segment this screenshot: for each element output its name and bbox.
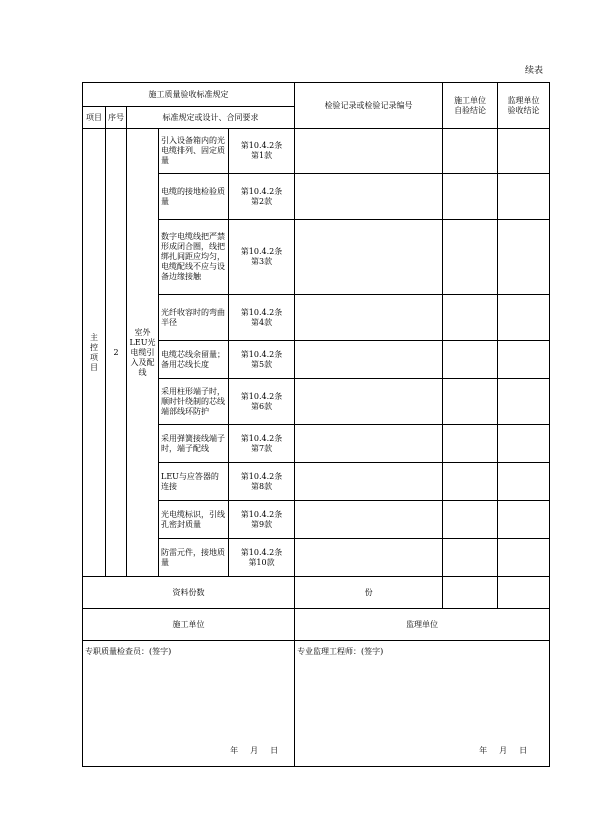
row-description: 光纤收容时的弯曲半径 <box>159 295 229 341</box>
record-cell[interactable] <box>295 501 443 539</box>
contractor-signature-cell[interactable] <box>83 641 295 767</box>
contractor-cell[interactable] <box>443 425 498 463</box>
row-description: 电缆芯线余留量；备用芯线长度 <box>159 341 229 379</box>
date-day: 日 <box>270 746 279 755</box>
record-cell[interactable] <box>295 379 443 425</box>
contractor-cell[interactable] <box>443 539 498 577</box>
record-cell[interactable] <box>295 425 443 463</box>
supervisor-cell[interactable] <box>498 341 550 379</box>
supervisor-cell[interactable] <box>498 379 550 425</box>
date-month: 月 <box>499 746 508 755</box>
date-day: 日 <box>519 746 528 755</box>
record-cell[interactable] <box>295 463 443 501</box>
row-clause: 第10.4.2条 第5款 <box>229 341 295 379</box>
copies-unit: 份 <box>295 577 443 609</box>
item-category: 主 控 项 目 <box>83 129 106 577</box>
group-name: 室外 LEU光 电缆引 入及配 线 <box>127 129 159 577</box>
row-description: 采用弹簧接线端子时，端子配线 <box>159 425 229 463</box>
row-clause: 第10.4.2条 第8款 <box>229 463 295 501</box>
requirement-header: 标准规定或设计、合同要求 <box>127 107 295 129</box>
supervisor-cell[interactable] <box>498 425 550 463</box>
supervisor-cell[interactable] <box>498 501 550 539</box>
contractor-cell[interactable] <box>443 501 498 539</box>
supervisor-cell[interactable] <box>498 220 550 295</box>
supervisor-signature-cell[interactable] <box>295 641 550 767</box>
row-clause: 第10.4.2条 第1款 <box>229 129 295 174</box>
contractor-signature-label: 专职质量检查员：(签字) <box>85 647 172 656</box>
contractor-cell[interactable] <box>443 295 498 341</box>
contractor-date <box>218 746 278 756</box>
row-description: LEU与应答器的连接 <box>159 463 229 501</box>
supervisor-cell[interactable] <box>498 129 550 174</box>
record-cell[interactable] <box>295 174 443 220</box>
date-year: 年 <box>230 746 239 755</box>
record-cell[interactable] <box>295 539 443 577</box>
row-clause: 第10.4.2条 第4款 <box>229 295 295 341</box>
contractor-cell[interactable] <box>443 129 498 174</box>
row-description: 采用柱形端子时，顺时针绕制的芯线端部线环防护 <box>159 379 229 425</box>
date-year: 年 <box>479 746 488 755</box>
contractor-conclusion-header: 施工单位 自验结论 <box>443 83 498 129</box>
contractor-cell[interactable] <box>443 463 498 501</box>
supervisor-date <box>467 746 527 756</box>
row-clause: 第10.4.2条 第6款 <box>229 379 295 425</box>
row-description: 电缆的接地检验质量 <box>159 174 229 220</box>
seq-header: 序号 <box>106 107 127 129</box>
record-cell[interactable] <box>295 220 443 295</box>
supervisor-cell[interactable] <box>498 295 550 341</box>
record-cell[interactable] <box>295 129 443 174</box>
supervisor-cell[interactable] <box>498 539 550 577</box>
contractor-unit-label: 施工单位 <box>83 609 295 641</box>
copies-label: 资料份数 <box>83 577 295 609</box>
seq-number: 2 <box>106 129 127 577</box>
supervisor-cell[interactable] <box>498 174 550 220</box>
row-clause: 第10.4.2条 第7款 <box>229 425 295 463</box>
copies-supervisor-cell[interactable] <box>498 577 550 609</box>
copies-contractor-cell[interactable] <box>443 577 498 609</box>
row-description: 数字电缆线把严禁形成闭合圈，线把绑扎间距应均匀，电缆配线不应与设备边缘接触 <box>159 220 229 295</box>
row-description: 引入设备箱内的光电缆排列、固定质量 <box>159 129 229 174</box>
supervisor-cell[interactable] <box>498 463 550 501</box>
record-cell[interactable] <box>295 341 443 379</box>
supervisor-conclusion-header: 监理单位 验收结论 <box>498 83 550 129</box>
standard-header: 施工质量验收标准规定 <box>83 83 295 107</box>
table-row <box>83 129 550 174</box>
row-clause: 第10.4.2条 第10款 <box>229 539 295 577</box>
row-description: 光电缆标识，引线孔密封质量 <box>159 501 229 539</box>
item-header: 项目 <box>83 107 106 129</box>
continued-label: 续表 <box>525 66 544 76</box>
acceptance-table <box>82 82 550 767</box>
contractor-cell[interactable] <box>443 379 498 425</box>
supervisor-signature-label: 专业监理工程师：(签字) <box>297 647 384 656</box>
row-clause: 第10.4.2条 第9款 <box>229 501 295 539</box>
row-clause: 第10.4.2条 第3款 <box>229 220 295 295</box>
contractor-cell[interactable] <box>443 220 498 295</box>
date-month: 月 <box>250 746 259 755</box>
row-clause: 第10.4.2条 第2款 <box>229 174 295 220</box>
record-header: 检验记录或检验记录编号 <box>295 83 443 129</box>
contractor-cell[interactable] <box>443 341 498 379</box>
record-cell[interactable] <box>295 295 443 341</box>
row-description: 防雷元件，接地质量 <box>159 539 229 577</box>
supervisor-unit-label: 监理单位 <box>295 609 550 641</box>
contractor-cell[interactable] <box>443 174 498 220</box>
